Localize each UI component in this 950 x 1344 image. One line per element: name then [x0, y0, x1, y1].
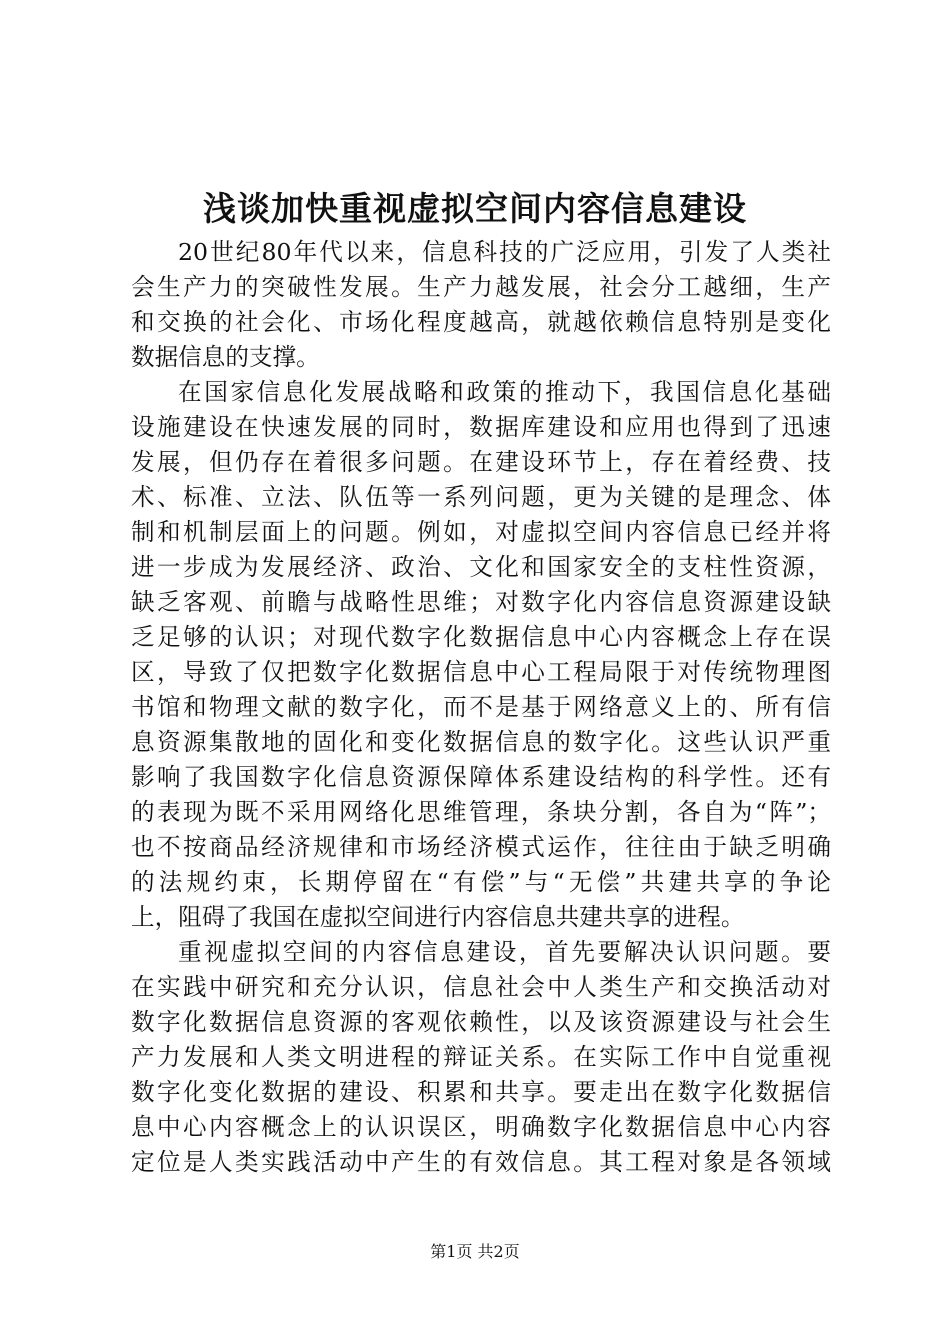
paragraph-line: 定位是人类实践活动中产生的有效信息。其工程对象是各领域 [131, 1148, 831, 1176]
document-title: 浅谈加快重视虚拟空间内容信息建设 [203, 189, 747, 228]
paragraph-line: 发展，但仍存在着很多问题。在建设环节上，存在着经费、技 [131, 448, 831, 476]
paragraph-line: 设施建设在快速发展的同时，数据库建设和应用也得到了迅速 [131, 413, 831, 441]
paragraph-3 [131, 935, 831, 1180]
paragraph-line: 数字化变化数据的建设、积累和共享。要走出在数字化数据信 [131, 1078, 831, 1106]
paragraph-line: 在实践中研究和充分认识，信息社会中人类生产和交换活动对 [131, 973, 831, 1001]
paragraph-line: 上，阻碍了我国在虚拟空间进行内容信息共建共享的进程。 [131, 903, 745, 931]
document-body [131, 235, 831, 1180]
page-footer: 第1页 共2页 [430, 1242, 520, 1261]
paragraph-line: 息资源集散地的固化和变化数据信息的数字化。这些认识严重 [131, 728, 831, 756]
paragraph-line: 影响了我国数字化信息资源保障体系建设结构的科学性。还有 [131, 763, 831, 791]
paragraph-2 [131, 375, 831, 935]
paragraph-line: 乏足够的认识；对现代数字化数据信息中心内容概念上存在误 [131, 623, 831, 651]
paragraph-line: 息中心内容概念上的认识误区，明确数字化数据信息中心内容 [131, 1113, 831, 1141]
paragraph-line: 产力发展和人类文明进程的辩证关系。在实际工作中自觉重视 [131, 1043, 831, 1071]
paragraph-line: 缺乏客观、前瞻与战略性思维；对数字化内容信息资源建设缺 [131, 588, 831, 616]
paragraph-line: 术、标准、立法、队伍等一系列问题，更为关键的是理念、体 [131, 483, 831, 511]
paragraph-line: 和交换的社会化、市场化程度越高，就越依赖信息特别是变化 [131, 308, 831, 336]
paragraph-line: 进一步成为发展经济、政治、文化和国家安全的支柱性资源， [131, 553, 831, 581]
paragraph-1 [131, 235, 831, 375]
paragraph-line: 制和机制层面上的问题。例如，对虚拟空间内容信息已经并将 [131, 518, 831, 546]
paragraph-line: 区，导致了仅把数字化数据信息中心工程局限于对传统物理图 [131, 658, 831, 686]
paragraph-line: 20世纪80年代以来，信息科技的广泛应用，引发了人类社 [178, 238, 831, 266]
paragraph-line: 在国家信息化发展战略和政策的推动下，我国信息化基础 [178, 378, 831, 406]
paragraph-line: 也不按商品经济规律和市场经济模式运作，往往由于缺乏明确 [131, 833, 831, 861]
paragraph-line: 书馆和物理文献的数字化，而不是基于网络意义上的、所有信 [131, 693, 831, 721]
paragraph-line: 的法规约束，长期停留在“有偿”与“无偿”共建共享的争论 [131, 868, 831, 896]
paragraph-line: 数字化数据信息资源的客观依赖性，以及该资源建设与社会生 [131, 1008, 831, 1036]
paragraph-line: 重视虚拟空间的内容信息建设，首先要解决认识问题。要 [178, 938, 831, 966]
paragraph-line: 数据信息的支撑。 [131, 343, 320, 371]
paragraph-line: 的表现为既不采用网络化思维管理，条块分割，各自为“阵”； [131, 798, 831, 826]
paragraph-line: 会生产力的突破性发展。生产力越发展，社会分工越细，生产 [131, 273, 831, 301]
